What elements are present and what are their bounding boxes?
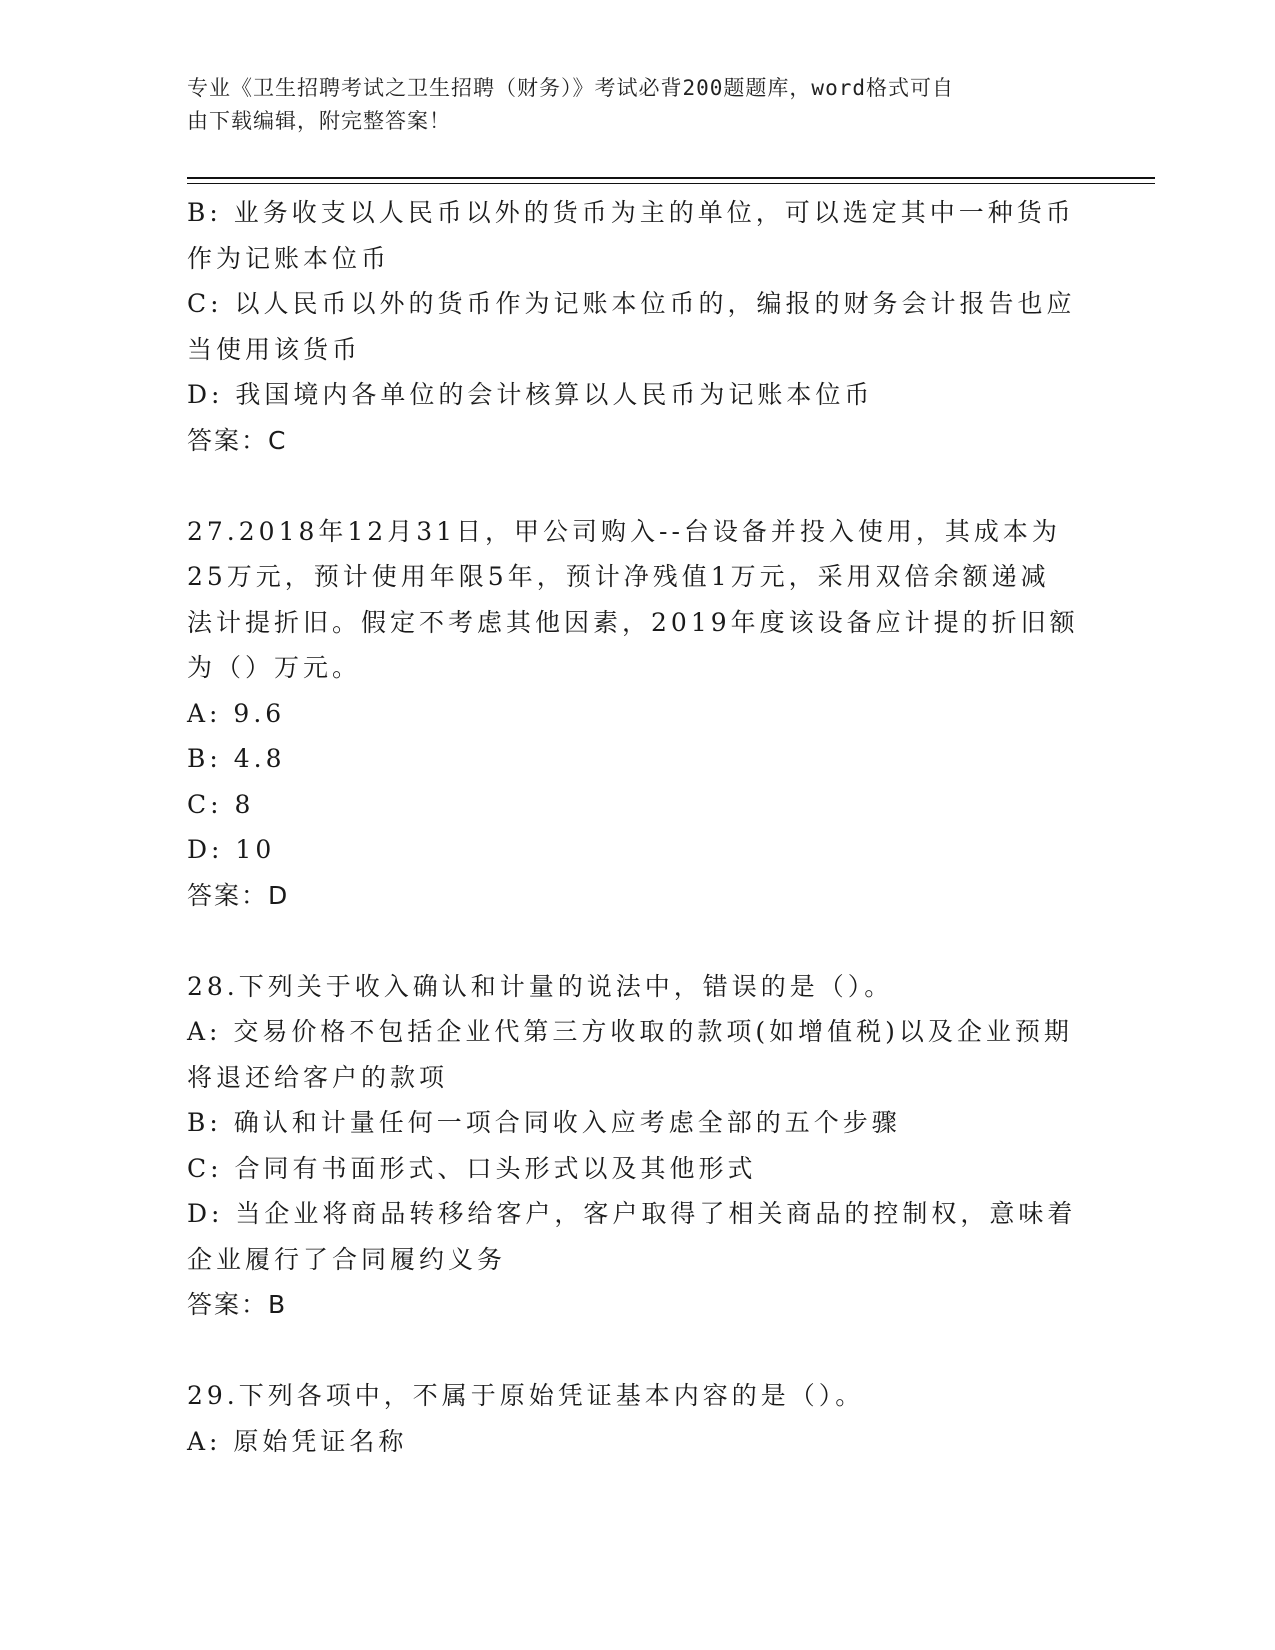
option-b: B: 4.8 [187,744,286,773]
question-stem: 28.下列关于收入确认和计量的说法中，错误的是（）。 [187,971,894,1001]
header-divider-thin [187,183,1155,184]
spacer [187,463,1087,509]
answer-label: 答案：D [187,880,290,910]
option-d: D: 我国境内各单位的会计核算以人民币为记账本位币 [187,380,874,409]
option-b-line-2: 作为记账本位币 [187,243,391,273]
option-a: A: 9.6 [187,698,286,728]
question-28 [187,964,1087,1328]
question-stem: 29.下列各项中，不属于原始凭证基本内容的是（）。 [187,1381,865,1410]
question-26 [187,190,1087,463]
question-stem-line-3: 法计提折旧。假定不考虑其他因素，2019年度该设备应计提的折旧额 [187,607,1079,637]
answer-label: 答案：C [187,425,288,455]
spacer [187,918,1087,964]
option-c: C: 合同有书面形式、口头形式以及其他形式 [187,1153,757,1183]
question-29 [187,1373,1087,1464]
option-d-line-1: D: 当企业将商品转移给客户，客户取得了相关商品的控制权，意味着 [187,1199,1077,1228]
question-stem-line-4: 为（）万元。 [187,653,362,682]
question-stem-line-2: 25万元，预计使用年限5年，预计净残值1万元，采用双倍余额递减 [187,562,1050,591]
option-b-line-1: B: 业务收支以人民币以外的货币为主的单位，可以选定其中一种货币 [187,198,1075,227]
answer-label: 答案：B [187,1290,288,1319]
option-c-line-1: C: 以人民币以外的货币作为记账本位币的，编报的财务会计报告也应 [187,289,1076,318]
option-a: A: 原始凭证名称 [187,1426,408,1456]
header-line-1: 专业《卫生招聘考试之卫生招聘（财务）》考试必背200题题库，word格式可自 [187,76,954,100]
option-d-line-2: 企业履行了合同履约义务 [187,1244,507,1274]
option-c: C: 8 [187,789,255,819]
document-header [187,72,1067,138]
option-c-line-2: 当使用该货币 [187,334,362,364]
question-stem-line-1: 27.2018年12月31日，甲公司购入--台设备并投入使用，其成本为 [187,516,1061,546]
header-divider-thick [187,177,1155,179]
option-b: B: 确认和计量任何一项合同收入应考虑全部的五个步骤 [187,1108,901,1137]
question-list [187,190,1087,1464]
option-a-line-1: A: 交易价格不包括企业代第三方收取的款项(如增值税)以及企业预期 [187,1017,1073,1046]
spacer [187,1328,1087,1374]
option-d: D: 10 [187,835,276,864]
header-line-2: 由下载编辑，附完整答案！ [187,109,451,133]
question-27 [187,509,1087,919]
option-a-line-2: 将退还给客户的款项 [187,1062,449,1092]
